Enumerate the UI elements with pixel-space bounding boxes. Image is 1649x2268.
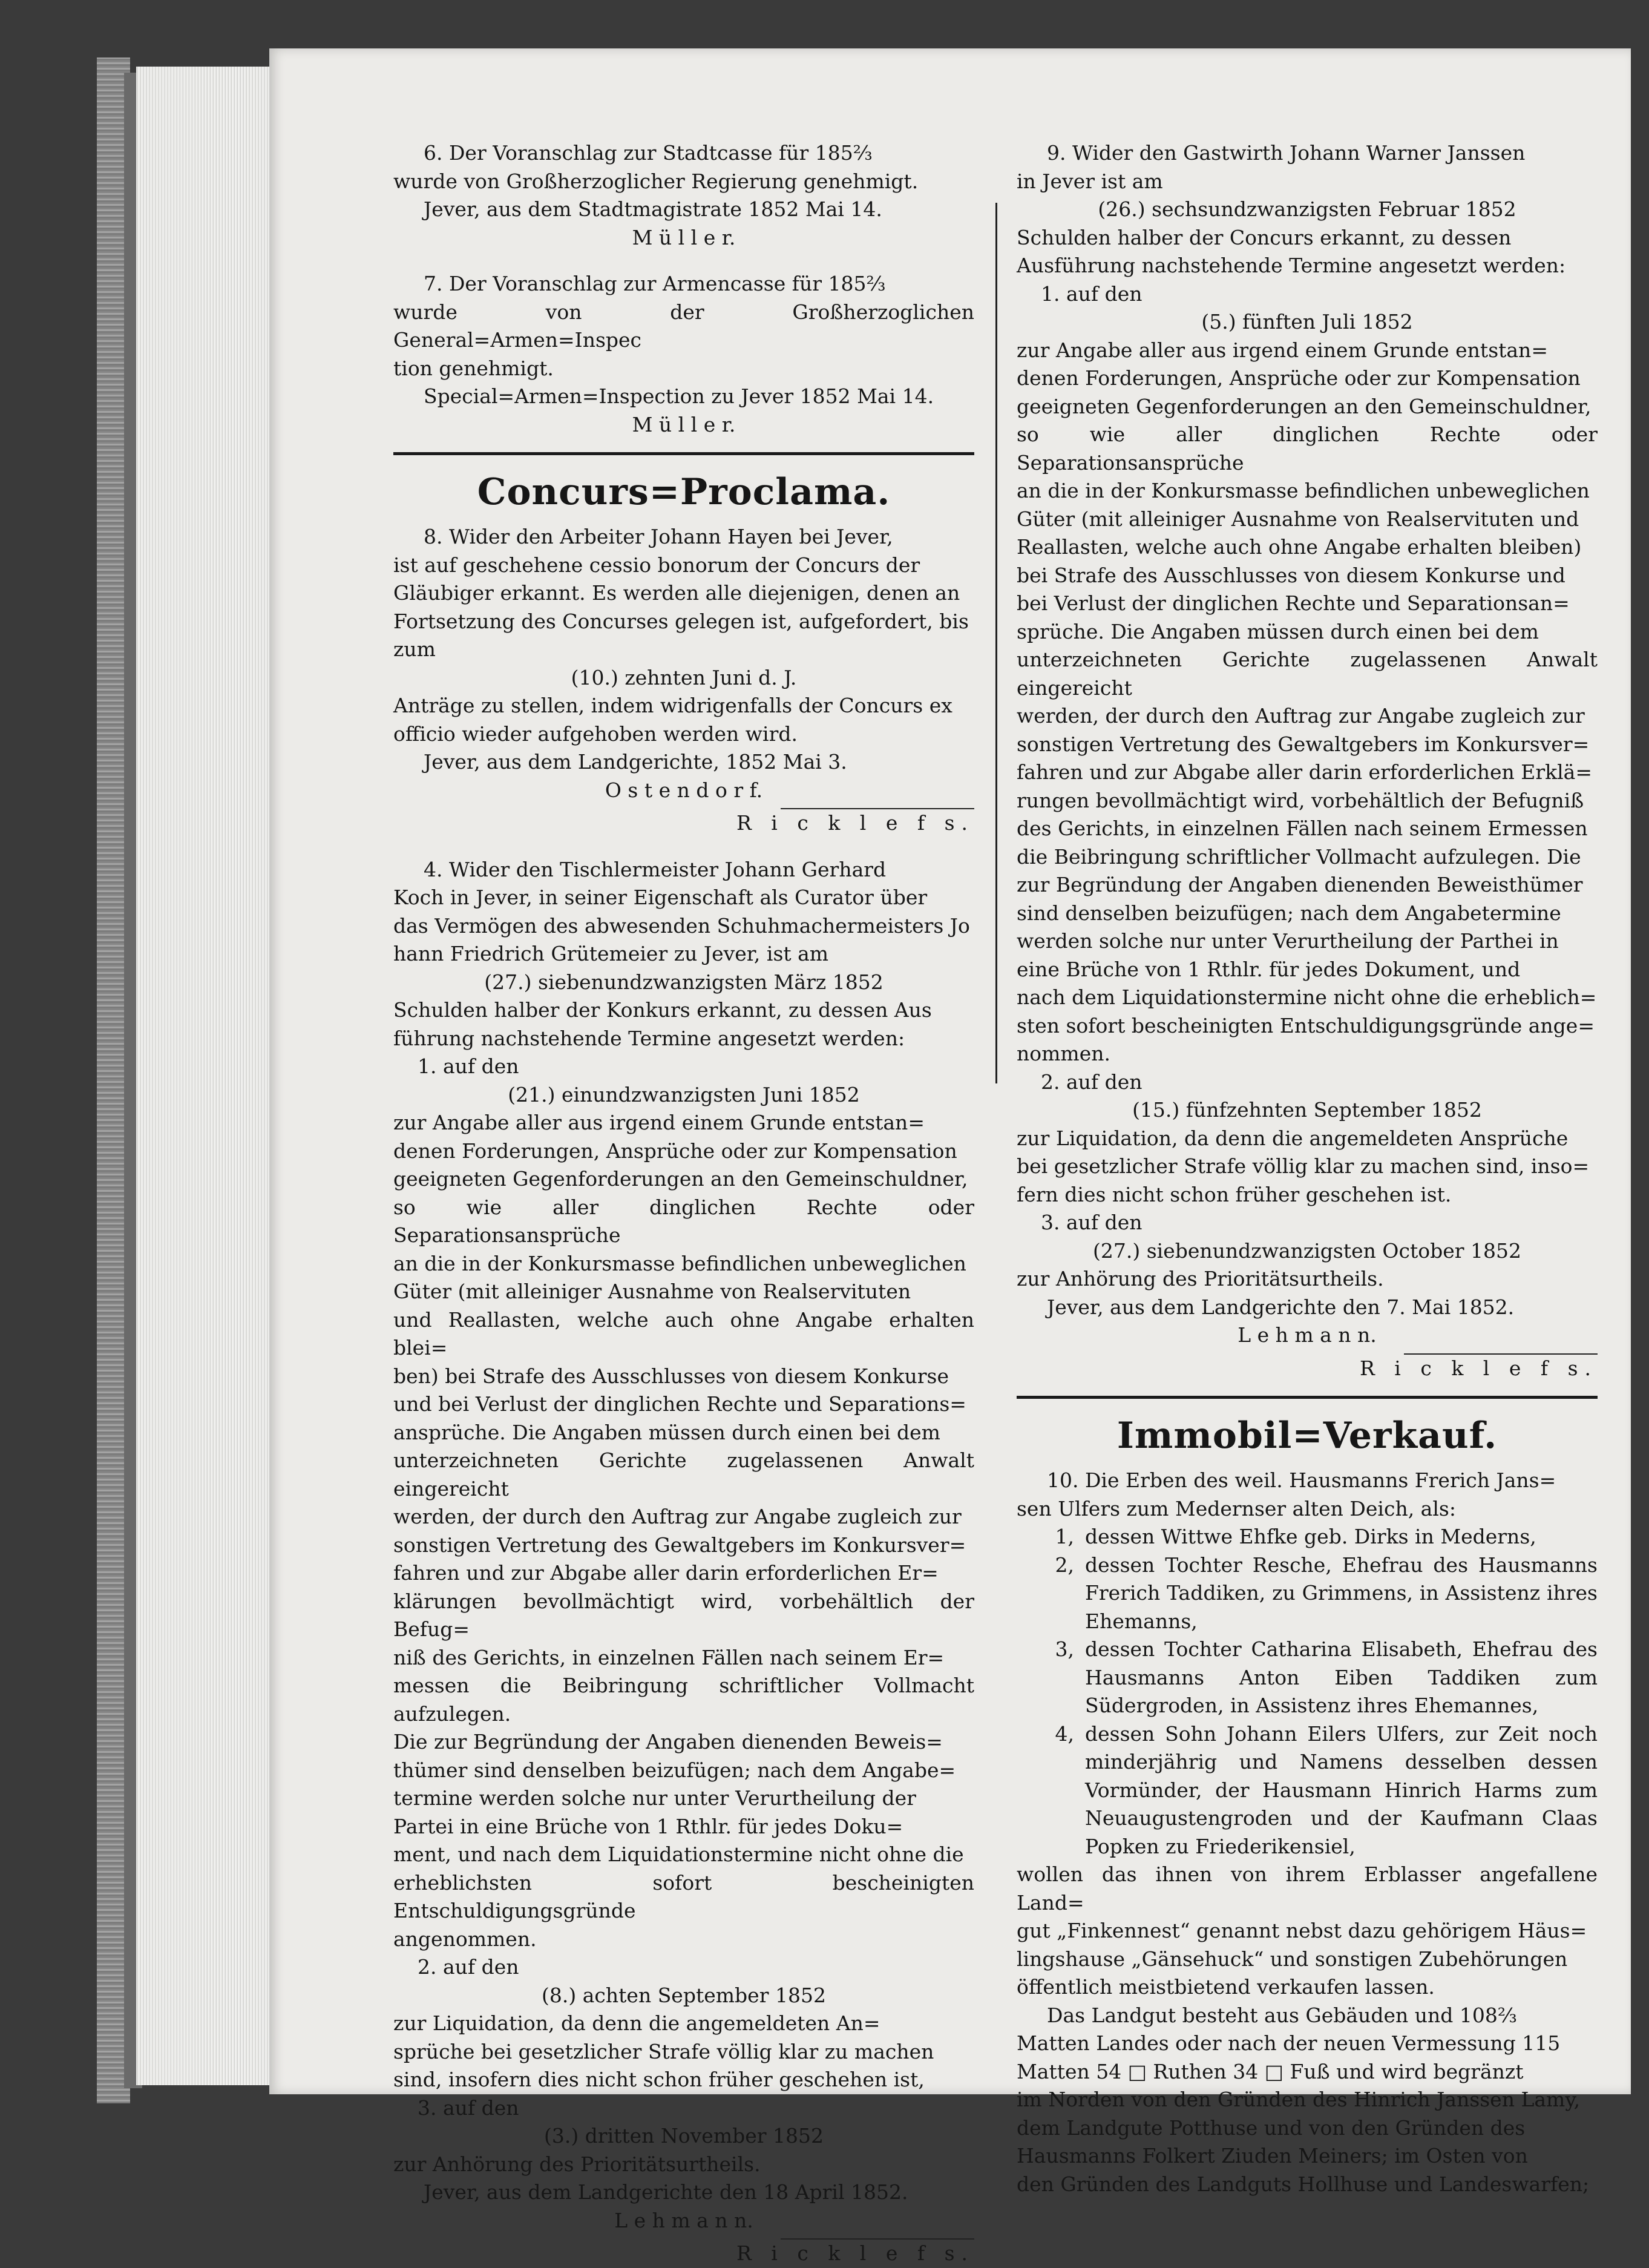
date-line: (27.) siebenundzwanzigsten October 1852 bbox=[1093, 1238, 1521, 1263]
date-line: (27.) siebenundzwanzigsten März 1852 bbox=[484, 970, 884, 994]
list-text: dessen Tochter Catharina Elisabeth, Ehefrau des Hausmanns Anton Eiben Taddiken zum Südergroden, in Assistenz ihres Ehemannes, bbox=[1085, 1637, 1598, 1717]
term-label: 3. auf den bbox=[1041, 1211, 1142, 1234]
list-number: 4, bbox=[1055, 1721, 1074, 1746]
text-line: Matten 54 □ Ruthen 34 □ Fuß und wird begränzt bbox=[1017, 2059, 1524, 2083]
text-line: eine Brüche von 1 Rthlr. für jedes Dokument, und bbox=[1017, 957, 1521, 981]
text-line: des Gerichts, in einzelnen Fällen nach seinem Ermessen bbox=[1017, 817, 1588, 840]
text-line: das Vermögen des abwesenden Schuhmachermeisters Jo bbox=[393, 913, 970, 938]
notice-10 bbox=[1017, 1467, 1598, 2198]
text-line: Die zur Begründung der Angaben dienenden Beweis= bbox=[393, 1730, 943, 1754]
spacer bbox=[393, 252, 974, 270]
text-line: Ausführung nachstehende Termine angesetzt werden: bbox=[1017, 254, 1566, 277]
notice-6 bbox=[393, 139, 974, 252]
text-line: sprüche. Die Angaben müssen durch einen bei dem bbox=[1017, 619, 1539, 643]
list-number: 1, bbox=[1055, 1525, 1074, 1548]
signature: R i c k l e f s. bbox=[1359, 1356, 1598, 1380]
text-line: zur Angabe aller aus irgend einem Grunde entstan= bbox=[393, 1111, 925, 1134]
text-line: sonstigen Vertretung des Gewaltgebers im Konkursver= bbox=[1017, 732, 1590, 756]
text-line: 10. Die Erben des weil. Hausmanns Frerich Jans= bbox=[1047, 1468, 1556, 1492]
text-line: niß des Gerichts, in einzelnen Fällen nach seinem Er= bbox=[393, 1645, 945, 1669]
list-number: 3, bbox=[1055, 1637, 1074, 1661]
text-line: denen Forderungen, Ansprüche oder zur Kompensation bbox=[1017, 366, 1581, 390]
text-line: werden solche nur unter Verurtheilung der Parthei in bbox=[1017, 929, 1559, 953]
text-line: und bei Verlust der dinglichen Rechte und Separations= bbox=[393, 1392, 966, 1416]
date-line: (26.) sechsundzwanzigsten Februar 1852 bbox=[1098, 197, 1516, 221]
left-column bbox=[393, 139, 974, 2268]
list-text: dessen Sohn Johann Eilers Ulfers, zur Zeit noch minderjährig und Namens desselben dessen Vormünder, der Hausmann Hinrich Harms zum Neuaugustengroden und der Kaufmann Claas Popken zu Friederikensiel, bbox=[1085, 1721, 1598, 1858]
text-line: Schulden halber der Konkurs erkannt, zu dessen Aus bbox=[393, 998, 932, 1022]
text-line: Partei in eine Brüche von 1 Rthlr. für jedes Doku= bbox=[393, 1814, 903, 1838]
text-line: geeigneten Gegenforderungen an den Gemeinschuldner, bbox=[393, 1167, 968, 1191]
text-line: erheblichsten sofort bescheinigten Entschuldigungsgründe bbox=[393, 1870, 974, 1922]
text-line: unterzeichneten Gerichte zugelassenen Anwalt eingereicht bbox=[393, 1448, 974, 1500]
text-line: 4. Wider den Tischlermeister Johann Gerhard bbox=[424, 857, 887, 881]
list-text: dessen Tochter Resche, Ehefrau des Hausmanns Frerich Taddiken, zu Grimmens, in Assistenz ihres Ehemanns, bbox=[1085, 1553, 1598, 1633]
list-item bbox=[1017, 1523, 1598, 1551]
text-line: so wie aller dinglichen Rechte oder Separationsansprüche bbox=[393, 1195, 974, 1247]
term-label: 3. auf den bbox=[418, 2095, 519, 2120]
notice-7 bbox=[393, 270, 974, 439]
text-line: führung nachstehende Termine angesetzt werden: bbox=[393, 1026, 905, 1050]
text-line: fahren und zur Abgabe aller darin erforderlichen Er= bbox=[393, 1561, 939, 1585]
text-line: ansprüche. Die Angaben müssen durch einen bei dem bbox=[393, 1420, 940, 1444]
notice-4 bbox=[393, 856, 974, 2268]
text-line: zum bbox=[393, 637, 436, 661]
text-line: Jever, aus dem Landgerichte den 18 April 1852. bbox=[424, 2180, 908, 2204]
term-label: 2. auf den bbox=[1041, 1070, 1142, 1094]
text-line: 9. Wider den Gastwirth Johann Warner Janssen bbox=[1047, 141, 1526, 165]
text-line: bei Verlust der dinglichen Rechte und Separationsan= bbox=[1017, 591, 1570, 615]
text-line: sten sofort bescheinigten Entschuldigungsgründe ange= bbox=[1017, 1013, 1595, 1037]
text-line: Reallasten, welche auch ohne Angabe erhalten bleiben) bbox=[1017, 535, 1582, 559]
text-line: Das Landgut besteht aus Gebäuden und 108⅔ bbox=[1047, 2003, 1517, 2027]
signature: R i c k l e f s. bbox=[736, 2241, 974, 2265]
text-line: sonstigen Vertretung des Gewaltgebers im Konkursver= bbox=[393, 1533, 966, 1557]
list-item bbox=[1017, 1720, 1598, 1861]
text-line: Special=Armen=Inspection zu Jever 1852 Mai 14. bbox=[424, 384, 934, 408]
text-line: fahren und zur Abgabe aller darin erforderlichen Erklä= bbox=[1017, 760, 1593, 784]
text-line: Fortsetzung des Concurses gelegen ist, aufgefordert, bis bbox=[393, 609, 969, 633]
text-line: die Beibringung schriftlicher Vollmacht aufzulegen. Die bbox=[1017, 844, 1581, 869]
text-line: in Jever ist am bbox=[1017, 169, 1163, 193]
text-line: öffentlich meistbietend verkaufen lassen. bbox=[1017, 1975, 1435, 1999]
text-line: rungen bevollmächtigt wird, vorbehältlich der Befugniß bbox=[1017, 788, 1584, 812]
text-line: sprüche bei gesetzlicher Strafe völlig klar zu machen bbox=[393, 2039, 934, 2063]
text-line: thümer sind denselben beizufügen; nach dem Angabe= bbox=[393, 1758, 956, 1782]
signature: M ü l l e r. bbox=[632, 225, 736, 249]
notice-8 bbox=[393, 523, 974, 838]
text-line: nommen. bbox=[1017, 1042, 1110, 1065]
list-item bbox=[1017, 1551, 1598, 1636]
text-line: Koch in Jever, in seiner Eigenschaft als Curator über bbox=[393, 886, 928, 909]
section-rule bbox=[393, 452, 974, 455]
date-line: (15.) fünfzehnten September 1852 bbox=[1132, 1098, 1482, 1122]
signature: L e h m a n n. bbox=[1238, 1323, 1377, 1347]
notice-9 bbox=[1017, 139, 1598, 1382]
heirs-list bbox=[1017, 1523, 1598, 1861]
list-text: dessen Wittwe Ehfke geb. Dirks in Mederns, bbox=[1085, 1525, 1536, 1548]
text-line: Güter (mit alleiniger Ausnahme von Realservituten und bbox=[1017, 507, 1579, 531]
text-line: an die in der Konkursmasse befindlichen unbeweglichen bbox=[393, 1251, 966, 1275]
text-line: angenommen. bbox=[393, 1927, 537, 1951]
signature: O s t e n d o r f. bbox=[605, 778, 763, 802]
text-line: sind denselben beizufügen; nach dem Angabetermine bbox=[1017, 901, 1561, 925]
text-line: dem Landgute Potthuse und von den Gründen des bbox=[1017, 2115, 1526, 2140]
spacer bbox=[393, 838, 974, 856]
text-line: Schulden halber der Concurs erkannt, zu dessen bbox=[1017, 225, 1512, 249]
text-line: sind, insofern dies nicht schon früher geschehen ist, bbox=[393, 2068, 925, 2091]
term-label: 2. auf den bbox=[418, 1955, 519, 1979]
text-line: zur Liquidation, da denn die angemeldeten Ansprüche bbox=[1017, 1126, 1569, 1150]
text-line: zur Angabe aller aus irgend einem Grunde entstan= bbox=[1017, 338, 1548, 362]
date-line: (10.) zehnten Juni d. J. bbox=[571, 665, 797, 689]
text-line: Gläubiger erkannt. Es werden alle diejenigen, denen an bbox=[393, 581, 960, 605]
text-line: bei Strafe des Ausschlusses von diesem Konkurse und bbox=[1017, 563, 1565, 587]
newspaper-page bbox=[269, 48, 1631, 2265]
text-line: geeigneten Gegenforderungen an den Gemeinschuldner, bbox=[1017, 394, 1592, 418]
text-line: ment, und nach dem Liquidationstermine nicht ohne die bbox=[393, 1842, 964, 1866]
signature: R i c k l e f s. bbox=[736, 811, 974, 835]
text-line: sen Ulfers zum Medernser alten Deich, als: bbox=[1017, 1496, 1456, 1520]
text-line: hann Friedrich Grütemeier zu Jever, ist am bbox=[393, 942, 829, 965]
text-line: messen die Beibringung schriftlicher Vollmacht aufzulegen. bbox=[393, 1674, 974, 1726]
right-column bbox=[1017, 139, 1598, 2198]
text-line: ist auf geschehene cessio bonorum der Concurs der bbox=[393, 553, 920, 577]
text-line: an die in der Konkursmasse befindlichen unbeweglichen bbox=[1017, 479, 1590, 502]
signature: M ü l l e r. bbox=[632, 412, 736, 436]
section-heading: Immobil=Verkauf. bbox=[1116, 1415, 1498, 1457]
section-heading: Concurs=Proclama. bbox=[477, 471, 891, 513]
text-line: wollen das ihnen von ihrem Erblasser angefallene Land= bbox=[1017, 1862, 1598, 1915]
list-item bbox=[1017, 1635, 1598, 1720]
text-line: und Reallasten, welche auch ohne Angabe erhalten blei= bbox=[393, 1307, 974, 1359]
section-rule bbox=[1017, 1396, 1598, 1399]
text-line: denen Forderungen, Ansprüche oder zur Kompensation bbox=[393, 1139, 957, 1163]
text-line: Hausmanns Folkert Ziuden Meiners; im Osten von bbox=[1017, 2144, 1528, 2168]
text-line: Jever, aus dem Landgerichte den 7. Mai 1852. bbox=[1047, 1295, 1515, 1319]
text-line: wurde von der Großherzoglichen General=Armen=Inspec bbox=[393, 300, 974, 352]
text-line: werden, der durch den Auftrag zur Angabe zugleich zur bbox=[1017, 704, 1585, 728]
text-line: im Norden von den Gründen des Hinrich Janssen Lamy, bbox=[1017, 2088, 1581, 2111]
text-line: tion genehmigt. bbox=[393, 356, 554, 380]
text-line: Anträge zu stellen, indem widrigenfalls der Concurs ex bbox=[393, 694, 952, 717]
text-line: Jever, aus dem Landgerichte, 1852 Mai 3. bbox=[424, 750, 847, 774]
text-line: den Gründen des Landguts Hollhuse und Landeswarfen; bbox=[1017, 2172, 1590, 2196]
text-line: Güter (mit alleiniger Ausnahme von Realservituten bbox=[393, 1280, 911, 1303]
term-label: 1. auf den bbox=[1041, 281, 1142, 306]
text-line: officio wieder aufgehoben werden wird. bbox=[393, 721, 798, 746]
text-line: gut „Finkennest“ genannt nebst dazu gehörigem Häus= bbox=[1017, 1919, 1587, 1942]
text-line: nach dem Liquidationstermine nicht ohne die erheblich= bbox=[1017, 985, 1597, 1009]
list-number: 2, bbox=[1055, 1553, 1074, 1577]
text-line: Jever, aus dem Stadtmagistrate 1852 Mai 14. bbox=[424, 197, 882, 221]
date-line: (8.) achten September 1852 bbox=[542, 1983, 826, 2007]
page-edges bbox=[136, 67, 275, 2085]
text-line: zur Anhörung des Prioritätsurtheils. bbox=[393, 2152, 761, 2176]
text-line: wurde von Großherzoglicher Regierung genehmigt. bbox=[393, 169, 919, 193]
date-line: (5.) fünften Juli 1852 bbox=[1201, 310, 1413, 334]
column-divider bbox=[995, 203, 997, 1083]
text-line: zur Liquidation, da denn die angemeldeten An= bbox=[393, 2011, 880, 2035]
text-line: werden, der durch den Auftrag zur Angabe zugleich zur bbox=[393, 1505, 962, 1528]
text-line: lingshause „Gänsehuck“ und sonstigen Zubehörungen bbox=[1017, 1947, 1568, 1971]
text-line: klärungen bevollmächtigt wird, vorbehältlich der Befug= bbox=[393, 1589, 974, 1641]
date-line: (21.) einundzwanzigsten Juni 1852 bbox=[508, 1082, 860, 1106]
text-line: fern dies nicht schon früher geschehen ist. bbox=[1017, 1182, 1452, 1206]
text-line: zur Begründung der Angaben dienenden Beweisthümer bbox=[1017, 873, 1583, 896]
text-line: ben) bei Strafe des Ausschlusses von diesem Konkurse bbox=[393, 1364, 949, 1388]
text-line: so wie aller dinglichen Rechte oder Separationsansprüche bbox=[1017, 422, 1598, 475]
term-label: 1. auf den bbox=[418, 1054, 519, 1078]
text-line: 8. Wider den Arbeiter Johann Hayen bei Jever, bbox=[424, 525, 893, 548]
signature: L e h m a n n. bbox=[614, 2208, 753, 2232]
text-line: bei gesetzlicher Strafe völlig klar zu machen sind, inso= bbox=[1017, 1154, 1590, 1178]
text-line: 7. Der Voranschlag zur Armencasse für 185⅔ bbox=[424, 272, 886, 295]
text-line: zur Anhörung des Prioritätsurtheils. bbox=[1017, 1267, 1384, 1290]
text-line: unterzeichneten Gerichte zugelassenen Anwalt eingereicht bbox=[1017, 648, 1598, 700]
text-line: Matten Landes oder nach der neuen Vermessung 115 bbox=[1017, 2031, 1561, 2055]
text-line: termine werden solche nur unter Verurtheilung der bbox=[393, 1786, 916, 1810]
text-line: 6. Der Voranschlag zur Stadtcasse für 185⅔ bbox=[424, 141, 873, 165]
date-line: (3.) dritten November 1852 bbox=[543, 2124, 824, 2148]
